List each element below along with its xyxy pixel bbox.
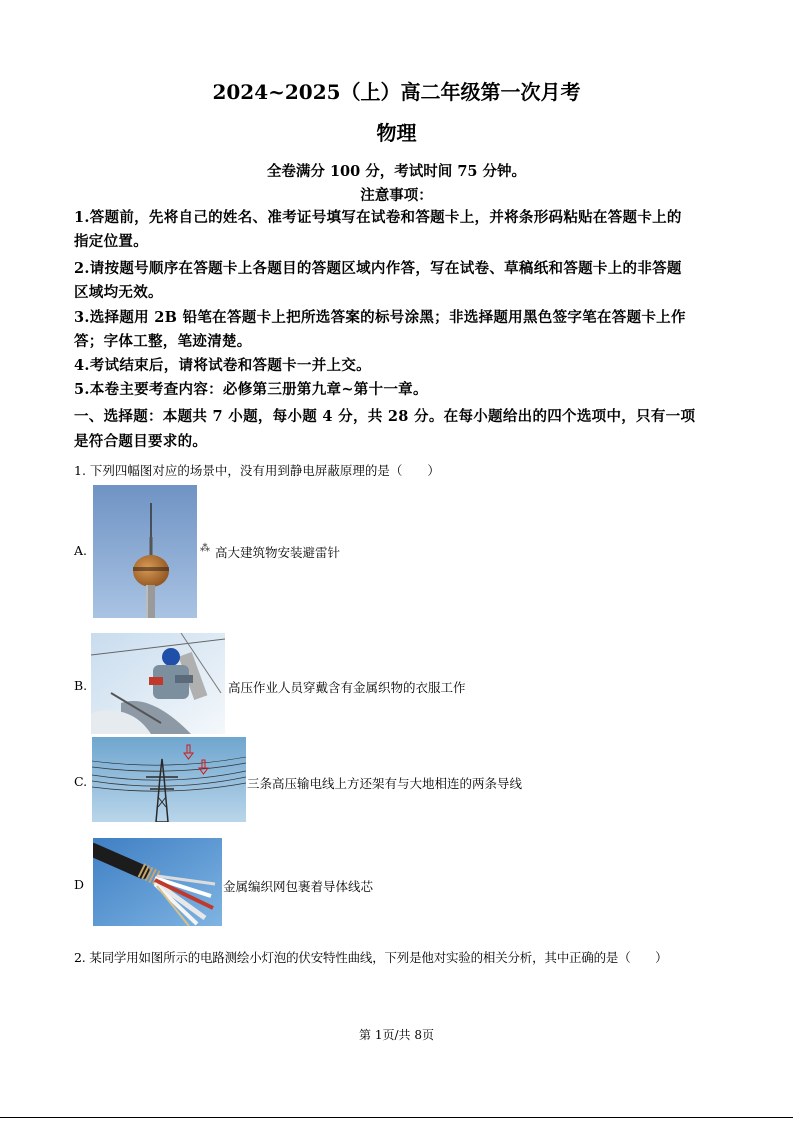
exam-title: 2024~2025（上）高二年级第一次月考 <box>212 80 581 104</box>
high-voltage-worker-image <box>91 633 225 734</box>
notice-4: 4.考试结束后，请将试卷和答题卡一并上交。 <box>74 357 371 374</box>
page-bottom-rule <box>0 1117 793 1118</box>
exam-subject: 物理 <box>376 121 417 145</box>
section-1-heading-line-1: 一、选择题：本题共 7 小题，每小题 4 分，共 28 分。在每小题给出的四个选项中，只有一项 <box>74 408 696 425</box>
notice-5: 5.本卷主要考查内容：必修第三册第九章~第十一章。 <box>74 381 428 398</box>
notice-heading: 注意事项： <box>360 187 433 204</box>
option-c-letter: C. <box>74 774 88 789</box>
transmission-tower-image <box>92 737 246 822</box>
shielded-cable-image <box>93 838 222 926</box>
option-d-text: 金属编织网包裹着导体线芯 <box>223 879 374 894</box>
notice-1-line-2: 指定位置。 <box>74 233 148 250</box>
notice-1-line-1: 1.答题前，先将自己的姓名、准考证号填写在试卷和答题卡上，并将条形码粘贴在答题卡上的 <box>74 209 682 226</box>
option-b-letter: B. <box>74 678 88 693</box>
section-1-heading-line-2: 是符合题目要求的。 <box>74 433 208 450</box>
notice-3-line-2: 答；字体工整，笔迹清楚。 <box>74 333 252 350</box>
notice-3-line-1: 3.选择题用 2B 铅笔在答题卡上把所选答案的标号涂黑；非选择题用黑色签字笔在答题卡上作 <box>74 309 686 326</box>
page-number: 第 1页/共 8页 <box>359 1028 434 1042</box>
image-edge-mark: ⁂ <box>200 543 210 554</box>
notice-2-line-1: 2.请按题号顺序在答题卡上各题目的答题区域内作答，写在试卷、草稿纸和答题卡上的非答题 <box>74 260 682 277</box>
option-a-letter: A. <box>74 543 88 558</box>
option-c-text: 三条高压输电线上方还架有与大地相连的两条导线 <box>247 776 523 791</box>
question-1-stem: 1. 下列四幅图对应的场景中，没有用到静电屏蔽原理的是（ ） <box>74 463 440 478</box>
notice-2-line-2: 区域均无效。 <box>74 284 163 301</box>
exam-info: 全卷满分 100 分，考试时间 75 分钟。 <box>266 163 527 180</box>
option-a-text: 高大建筑物安装避雷针 <box>215 545 341 560</box>
lightning-rod-tower-image <box>93 485 197 618</box>
option-d-letter: D <box>74 877 85 892</box>
option-b-text: 高压作业人员穿戴含有金属织物的衣服工作 <box>228 680 466 695</box>
question-2-stem: 2. 某同学用如图所示的电路测绘小灯泡的伏安特性曲线，下列是他对实验的相关分析，其中正确的是（ ） <box>74 950 668 965</box>
